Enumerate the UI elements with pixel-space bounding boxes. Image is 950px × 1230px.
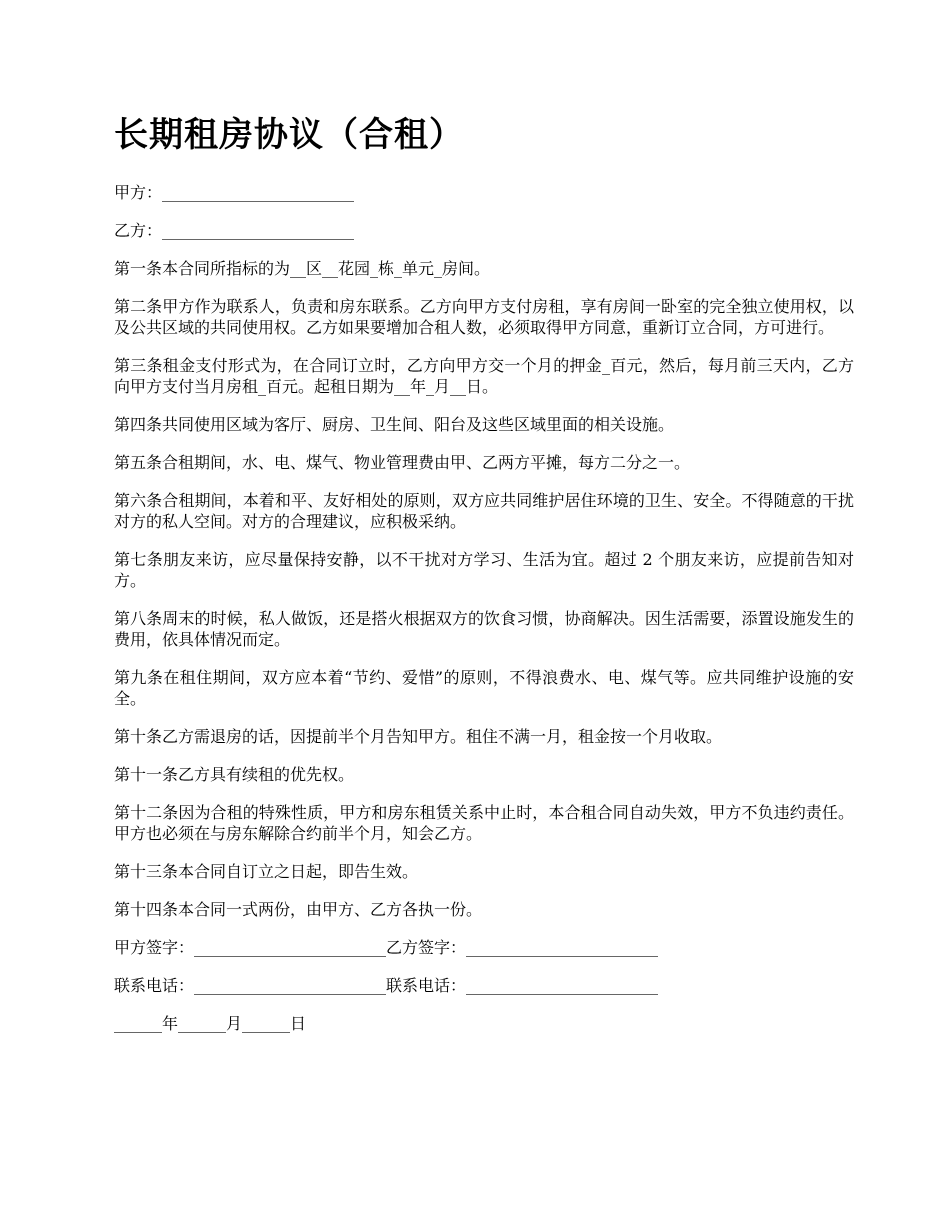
signature-line: 甲方签字：________________________乙方签字：________________________ <box>114 938 659 957</box>
clause-1: 第一条本合同所指标的为__区__花园_栋_单元_房间。 <box>114 259 491 278</box>
clause-6: 第六条合租期间，本着和平、友好相处的原则，双方应共同维护居住环境的卫生、安全。不得随意的干扰对方的私人空间。对方的合理建议，应积极采纳。 <box>114 491 854 531</box>
clause-11: 第十一条乙方具有续租的优先权。 <box>114 765 355 784</box>
party-a-line: 甲方：________________________ <box>114 183 355 202</box>
clause-3: 第三条租金支付形式为，在合同订立时，乙方向甲方交一个月的押金_百元，然后，每月前三天内，乙方向甲方支付当月房租_百元。起租日期为__年_月__日。 <box>114 356 854 396</box>
clause-4: 第四条共同使用区域为客厅、厨房、卫生间、阳台及这些区域里面的相关设施。 <box>114 415 675 434</box>
document-page <box>114 110 854 1051</box>
party-b-line: 乙方：________________________ <box>114 221 355 240</box>
clause-10: 第十条乙方需退房的话，因提前半个月告知甲方。租住不满一月，租金按一个月收取。 <box>114 727 723 746</box>
clause-12: 第十二条因为合租的特殊性质，甲方和房东租赁关系中止时，本合租合同自动失效，甲方不负违约责任。甲方也必须在与房东解除合约前半个月，知会乙方。 <box>114 803 854 843</box>
clause-9: 第九条在租住期间，双方应本着“节约、爱惜”的原则，不得浪费水、电、煤气等。应共同维护设施的安全。 <box>114 668 854 708</box>
clause-2: 第二条甲方作为联系人，负责和房东联系。乙方向甲方支付房租，享有房间一卧室的完全独立使用权，以及公共区域的共同使用权。乙方如果要增加合租人数，必须取得甲方同意，重新订立合同，方可进行。 <box>114 297 854 337</box>
clause-8: 第八条周末的时候，私人做饭，还是搭火根据双方的饮食习惯，协商解决。因生活需要，添置设施发生的费用，依具体情况而定。 <box>114 609 854 649</box>
clause-14: 第十四条本合同一式两份，由甲方、乙方各执一份。 <box>114 900 483 919</box>
clause-7: 第七条朋友来访，应尽量保持安静，以不干扰对方学习、生活为宜。超过 2 个朋友来访，应提前告知对方。 <box>114 550 854 590</box>
clause-5: 第五条合租期间，水、电、煤气、物业管理费由甲、乙两方平摊，每方二分之一。 <box>114 453 691 472</box>
document-title: 长期租房协议（合租） <box>114 115 464 155</box>
date-line: ______年______月______日 <box>114 1014 307 1033</box>
clause-13: 第十三条本合同自订立之日起，即告生效。 <box>114 862 419 881</box>
phone-line: 联系电话：________________________联系电话：________________________ <box>114 976 659 995</box>
